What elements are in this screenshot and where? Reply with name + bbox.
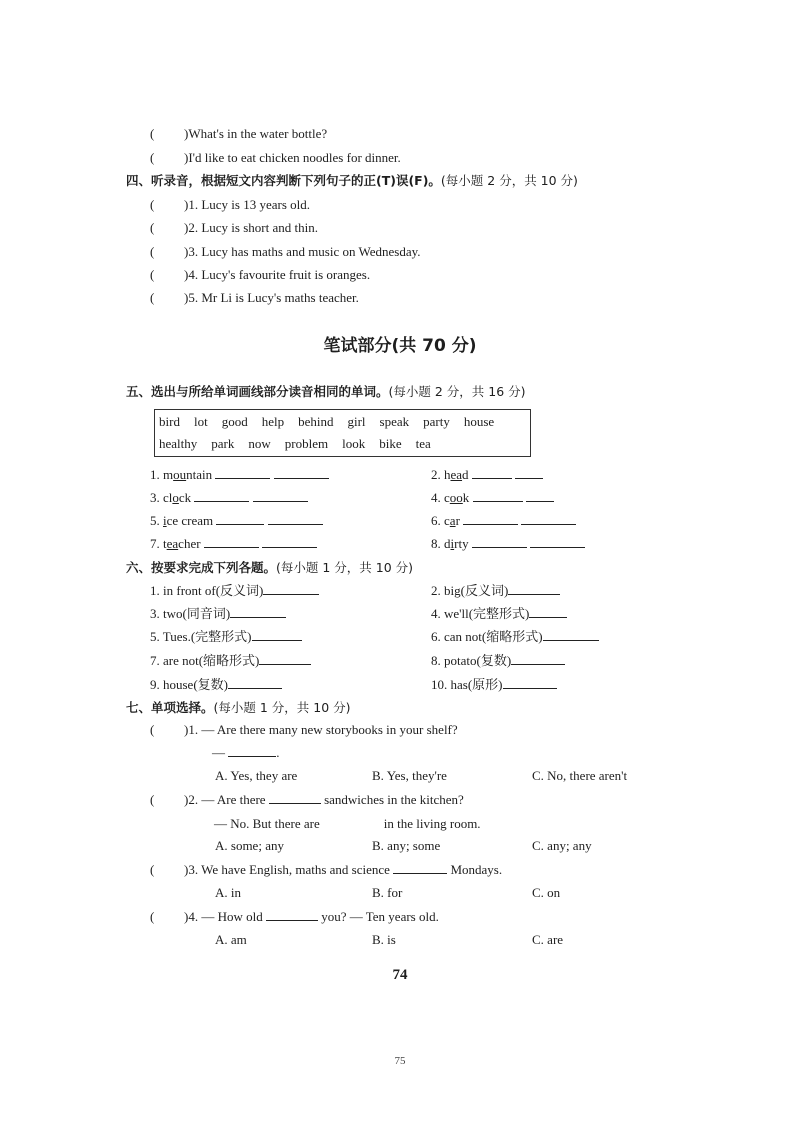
answer-paren: ( [150,862,155,877]
answer-blank[interactable] [228,744,276,757]
conversion-item: 6. can not(缩略形式) [431,628,599,646]
answer-paren: ( [150,909,155,924]
conversion-item: 7. are not(缩略形式) [150,652,311,670]
word-bank-box [154,409,531,457]
answer-blank[interactable] [216,512,264,525]
question-line [150,149,401,167]
answer-blank[interactable] [204,535,259,548]
mc-question: ( )1. — Are there many new storybooks in your shelf? [150,722,458,737]
answer-paren: ( [150,722,155,737]
section-7-heading: 七、单项选择。(每小题 1 分，共 10 分) [126,700,351,715]
option-c[interactable]: C. are [532,932,564,947]
section-6-heading: 六、按要求完成下列各题。(每小题 1 分，共 10 分) [126,560,414,575]
conversion-item: 8. potato(复数) [431,652,565,670]
answer-blank[interactable] [530,535,585,548]
conversion-item: 10. has(原形) [431,676,557,694]
word: bird [159,414,180,429]
question-line [150,125,327,143]
answer-paren: ( [150,244,155,259]
answer-paren: ( [150,197,155,212]
section-5-heading: 五、选出与所给单词画线部分读音相同的单词。(每小题 2 分，共 16 分) [126,384,526,399]
phonics-item: 5. ice cream [150,512,323,530]
word: good [221,414,248,429]
answer-blank[interactable] [393,861,447,874]
phonics-item: 6. car [431,512,576,530]
answer-blank[interactable] [529,605,567,618]
option-a[interactable]: A. Yes, they are [215,768,298,783]
word: look [342,436,366,451]
word: bike [379,436,402,451]
conversion-item: 5. Tues.(完整形式) [150,628,302,646]
answer-blank[interactable] [230,605,286,618]
word: lot [193,414,208,429]
mc-question: ( )2. — Are there sandwiches in the kitchen? [150,792,464,807]
phonics-item: 2. head [431,466,543,484]
answer-blank[interactable] [215,466,270,479]
word-bank-row [159,414,508,430]
mc-question: ( )4. — How old you? — Ten years old. [150,909,439,924]
answer-blank[interactable] [508,582,560,595]
option-b[interactable]: B. any; some [372,838,441,853]
question-text: )I'd like to eat chicken noodles for dinner. [184,150,401,165]
option-a[interactable]: A. in [215,885,241,900]
word: park [211,436,235,451]
answer-paren: ( [150,267,155,282]
conversion-item: 4. we'll(完整形式) [431,605,567,623]
answer-blank[interactable] [515,466,543,479]
option-c[interactable]: C. No, there aren't [532,768,628,783]
answer-blank[interactable] [262,535,317,548]
answer-blank[interactable] [472,466,512,479]
answer-blank[interactable] [253,489,308,502]
answer-blank[interactable] [263,582,319,595]
word: help [261,414,285,429]
answer-blank[interactable] [252,628,302,641]
mc-question: ( )3. We have English, maths and science Mondays. [150,862,503,877]
option-b[interactable]: B. Yes, they're [372,768,447,783]
question-text: )What's in the water bottle? [184,126,328,141]
word: problem [284,436,329,451]
answer-paren: ( [150,792,155,807]
question-line: ( )4. Lucy's favourite fruit is oranges. [150,267,371,282]
word: party [423,414,450,429]
option-c[interactable]: C. on [532,885,561,900]
answer-blank[interactable] [463,512,518,525]
conversion-item: 2. big(反义词) [431,582,560,600]
word: healthy [159,436,198,451]
option-c[interactable]: C. any; any [532,838,592,853]
answer-blank[interactable] [274,466,329,479]
answer-blank[interactable] [526,489,554,502]
answer-blank[interactable] [511,652,565,665]
word: speak [379,414,410,429]
option-b[interactable]: B. for [372,885,403,900]
written-part-title: 笔试部分(共 70 分) [323,336,477,356]
answer-blank[interactable] [259,652,311,665]
conversion-item: 3. two(同音词) [150,605,286,623]
answer-blank[interactable] [503,676,557,689]
page-number: 74 [392,967,408,983]
word: tea [415,436,431,451]
word: house [463,414,495,429]
mc-answer-line: — . [212,745,280,760]
answer-blank[interactable] [472,535,527,548]
word: behind [298,414,334,429]
answer-blank[interactable] [543,628,599,641]
phonics-item: 8. dirty [431,535,585,553]
question-line: ( )5. Mr Li is Lucy's maths teacher. [150,290,359,305]
option-a[interactable]: A. am [215,932,247,947]
phonics-item: 7. teacher [150,535,317,553]
section-4-heading: 四、听录音，根据短文内容判断下列句子的正(T)误(F)。(每小题 2 分，共 10 分) [126,173,578,188]
answer-paren: ( [150,290,155,305]
answer-blank[interactable] [268,512,323,525]
question-line: ( )3. Lucy has maths and music on Wednesday. [150,244,421,259]
answer-paren: ( [150,150,155,165]
phonics-item: 1. mountain [150,466,329,484]
answer-blank[interactable] [194,489,249,502]
answer-paren: ( [150,220,155,235]
question-line: ( )1. Lucy is 13 years old. [150,197,311,212]
answer-blank[interactable] [228,676,282,689]
answer-blank[interactable] [266,908,318,921]
answer-blank[interactable] [269,791,321,804]
answer-blank[interactable] [473,489,523,502]
question-line: ( )2. Lucy is short and thin. [150,220,318,235]
conversion-item: 9. house(复数) [150,676,282,694]
answer-blank[interactable] [521,512,576,525]
conversion-item: 1. in front of(反义词) [150,582,319,600]
option-a[interactable]: A. some; any [215,838,284,853]
mc-answer-line: — No. But there are in the living room. [214,816,481,831]
word: girl [347,414,366,429]
footer-page-number: 75 [394,1055,406,1067]
phonics-item: 4. cook [431,489,554,507]
word-bank-row [159,436,445,452]
phonics-item: 3. clock [150,489,308,507]
option-b[interactable]: B. is [372,932,396,947]
word: now [248,436,271,451]
answer-paren: ( [150,126,155,141]
